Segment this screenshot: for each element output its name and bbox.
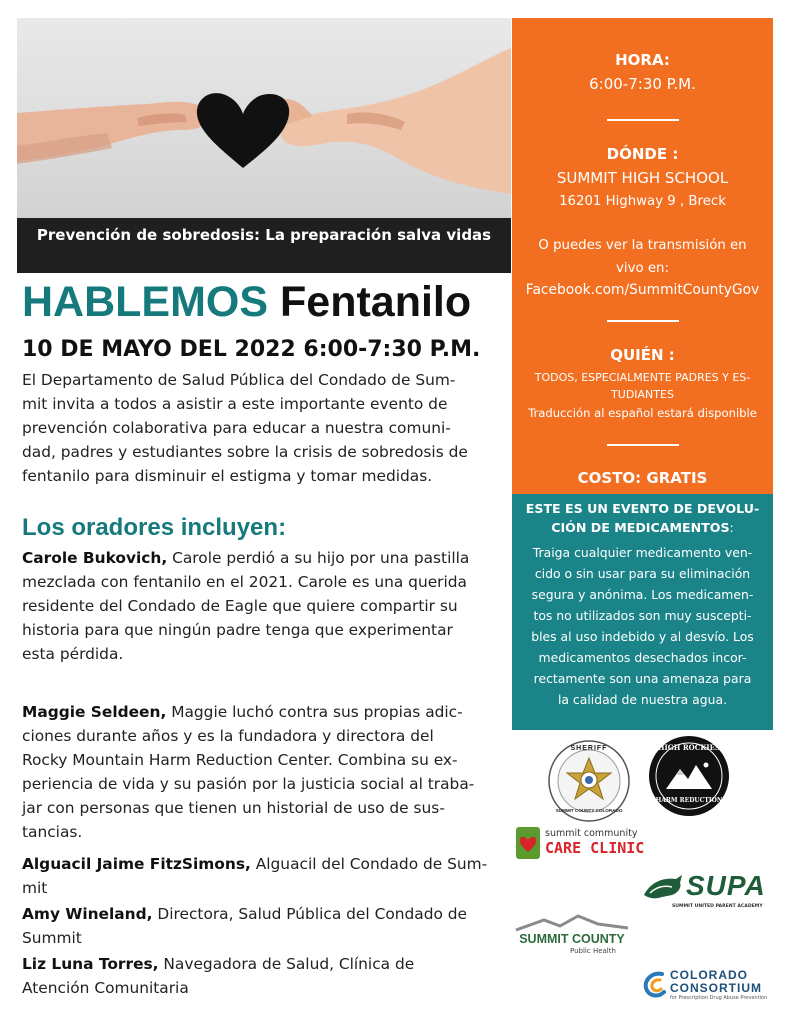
speaker-carole-bukovich [22, 546, 500, 666]
event-date: 10 DE MAYO DEL 2022 6:00-7:30 P.M. [22, 337, 481, 362]
cc-line1: COLORADO [670, 968, 748, 982]
speaker-name: Liz Luna Torres, [22, 955, 159, 973]
speaker-line: residente del Condado de Eagle que quiere compartir su [22, 597, 458, 615]
hands-heart-illustration [17, 18, 511, 218]
colorado-consortium-logo [642, 966, 772, 1006]
cc-line3: for Prescription Drug Abuse Prevention [670, 995, 768, 1001]
speaker-line: Atención Comunitaria [22, 979, 189, 997]
speaker-line: Alguacil Jaime FitzSimons, Alguacil del Condado de Sum- [22, 855, 488, 873]
stream-line: vivo en: [616, 261, 669, 276]
facebook-link[interactable]: Facebook.com/SummitCountyGov [525, 282, 760, 298]
speaker-line: jar con personas que tienen un historial de uso de sus- [22, 799, 445, 817]
summit-county-subtitle: Public Health [570, 947, 616, 955]
takeback-body-line: rectamente son una amenaza para [533, 671, 752, 686]
takeback-body-line: segura y anónima. Los medicamen- [531, 587, 754, 602]
supa-subtitle: SUMMIT UNITED PARENT ACADEMY [672, 904, 763, 909]
intro-paragraph [22, 368, 502, 488]
care-clinic-logo [515, 826, 645, 862]
takeback-box [512, 494, 773, 730]
high-rockies-bottom: HARM REDUCTION [655, 797, 723, 804]
event-subtitle-banner [17, 218, 511, 273]
mountain-lion-icon [642, 873, 684, 903]
speaker-name: Alguacil Jaime FitzSimons, [22, 855, 251, 873]
donde-label: DÓNDE : [606, 145, 679, 163]
event-info-box [512, 18, 773, 494]
takeback-body-line: cido o sin usar para su eliminación [534, 566, 751, 581]
high-rockies-top: HIGH ROCKIES [657, 743, 721, 752]
speaker-name: Amy Wineland, [22, 905, 153, 923]
sheriff-logo [548, 740, 630, 822]
title-hablemos: HABLEMOS [22, 278, 269, 326]
quien-line: TODOS, ESPECIALMENTE PADRES Y ES- [534, 371, 751, 384]
speaker-line: Maggie Seldeen, Maggie luchó contra sus propias adic- [22, 703, 463, 721]
title-fentanilo: Fentanilo [280, 278, 472, 326]
speaker-liz-luna-torres [22, 952, 500, 1000]
intro-line: mit invita a todos a asistir a este importante evento de [22, 395, 448, 413]
speaker-line: ciones durante años y es la fundadora y directora del [22, 727, 434, 745]
banner-text: Prevención de sobredosis: La preparación salva vidas [36, 226, 492, 244]
intro-line: fentanilo para disminuir el estigma y tomar medidas. [22, 467, 433, 485]
supa-wordmark: SUPA [686, 870, 766, 901]
sheriff-ring-text: SUMMIT COUNTY COLORADO [555, 808, 623, 813]
takeback-heading: CIÓN DE MEDICAMENTOS: [551, 520, 734, 535]
takeback-body-line: la calidad de nuestra agua. [557, 692, 728, 707]
takeback-body-line: Traiga cualquier medicamento ven- [532, 545, 753, 560]
speaker-line: Rocky Mountain Harm Reduction Center. Combina su ex- [22, 751, 458, 769]
mountain-line-icon [514, 914, 630, 932]
cost-label: COSTO: GRATIS [577, 469, 708, 487]
speaker-line: Carole Bukovich, Carole perdió a su hijo por una pastilla [22, 549, 470, 567]
speaker-line: Summit [22, 929, 82, 947]
speakers-heading: Los oradores incluyen: [22, 514, 287, 541]
translation-note: Traducción al español estará disponible [528, 406, 757, 420]
sheriff-top-text: SHERIFF [570, 745, 608, 752]
hero-image [17, 18, 511, 218]
speaker-line: tancias. [22, 823, 83, 841]
speaker-line: historia para que ningún padre tenga que experimentar [22, 621, 453, 639]
speaker-name: Maggie Seldeen, [22, 703, 167, 721]
speaker-line: esta pérdida. [22, 645, 124, 663]
speaker-name: Carole Bukovich, [22, 549, 168, 567]
high-rockies-logo [648, 735, 730, 817]
hora-label: HORA: [615, 51, 670, 69]
quien-label: QUIÉN : [610, 346, 675, 364]
speaker-line: mezclada con fentanilo en el 2021. Carole es una querida [22, 573, 467, 591]
event-title [22, 280, 471, 324]
care-clinic-small: summit community [545, 828, 638, 839]
hand-heart-icon [515, 826, 541, 860]
divider [607, 444, 679, 446]
takeback-body-line: medicamentos desechados incor- [538, 650, 747, 665]
divider [607, 119, 679, 121]
intro-line: dad, padres y estudiantes sobre la crisis de sobredosis de [22, 443, 468, 461]
swirl-icon [642, 970, 668, 1000]
quien-line: TUDIANTES [611, 388, 674, 401]
care-clinic-big: CARE CLINIC [545, 839, 645, 857]
hora-value: 6:00-7:30 P.M. [589, 75, 696, 93]
intro-line: El Departamento de Salud Pública del Condado de Sum- [22, 371, 456, 389]
takeback-heading: ESTE ES UN EVENTO DE DEVOLU- [525, 501, 760, 516]
summit-county-logo [514, 914, 634, 960]
speaker-maggie-seldeen [22, 700, 500, 844]
cc-line2: CONSORTIUM [670, 981, 762, 995]
speaker-line: Amy Wineland, Directora, Salud Pública del Condado de [22, 905, 468, 923]
takeback-body-line: tos no utilizados son muy suscepti- [533, 608, 752, 623]
supa-logo [642, 870, 772, 915]
speaker-amy-wineland [22, 902, 500, 950]
stream-line: O puedes ver la transmisión en [538, 238, 747, 253]
takeback-body-line: bles al uso indebido y al desvío. Los [531, 629, 754, 644]
speaker-line: Liz Luna Torres, Navegadora de Salud, Clínica de [22, 955, 415, 973]
speaker-line: periencia de vida y su pasión por la justicia social al traba- [22, 775, 475, 793]
divider [607, 320, 679, 322]
speaker-jaime-fitzsimons [22, 852, 500, 900]
summit-county-name: SUMMIT COUNTY [519, 932, 625, 946]
intro-line: prevención colaborativa para educar a nuestra comuni- [22, 419, 451, 437]
donde-place: SUMMIT HIGH SCHOOL [556, 169, 729, 187]
speaker-line: mit [22, 879, 48, 897]
donde-address: 16201 Highway 9 , Breck [559, 194, 726, 209]
